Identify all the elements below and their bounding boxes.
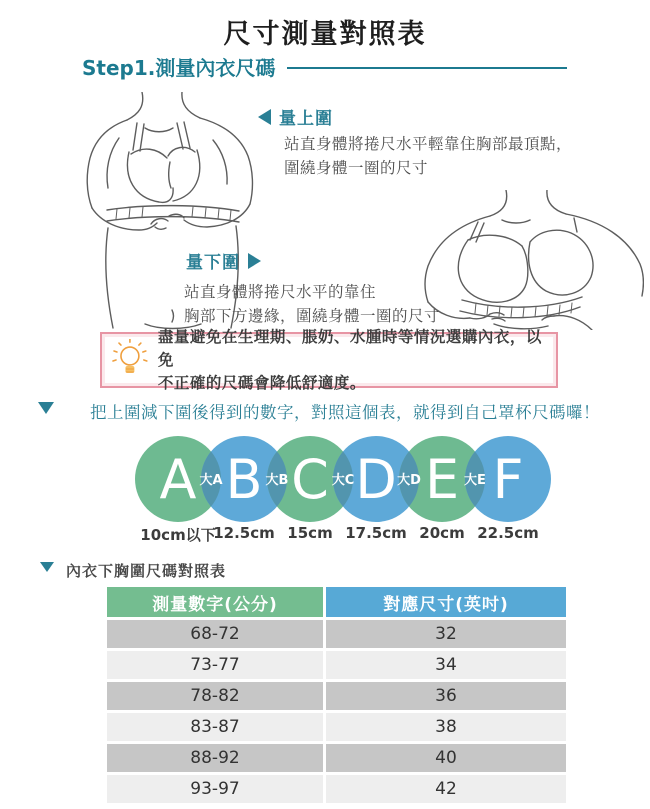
table-header-inch: 對應尺寸(英吋) [326, 587, 566, 617]
tip-line2: 不正確的尺碼會降低舒適度。 [157, 373, 366, 392]
cup-intro-text: 把上圍減下圍後得到的數字，對照這個表，就得到自己罩杯尺碼囉！ [90, 403, 600, 422]
cup-value-label: 15cm [287, 524, 333, 542]
lower-bust-desc [184, 280, 440, 328]
upper-bust-desc-line1: 站直身體將捲尺水平輕靠住胸部最頂點， [284, 135, 573, 153]
tip-box [100, 327, 558, 392]
upper-bust-desc [284, 132, 572, 180]
step1-heading: Step1.測量內衣尺碼 [82, 56, 276, 80]
table-cell: 88-92 [107, 744, 323, 772]
cup-value-label: 22.5cm [477, 524, 539, 542]
table-cell: 38 [326, 713, 566, 741]
cup-value-label: 10cm以下 [140, 526, 216, 544]
cup-letter: E [424, 448, 460, 511]
page-title: 尺寸測量對照表 [223, 19, 427, 50]
upper-bust-desc-line2: 圍繞身體一圈的尺寸 [284, 159, 429, 177]
table-cell: 34 [326, 651, 566, 679]
cup-letter: F [492, 448, 524, 511]
step1-heading-rule [287, 67, 567, 69]
cup-value-labels [0, 524, 650, 546]
lower-bust-label: 量下圍 [186, 253, 240, 273]
cup-between-label: 大A [199, 473, 223, 488]
cup-between-label: 大E [464, 473, 486, 488]
table-cell: 32 [326, 620, 566, 648]
cup-letter: B [225, 448, 263, 511]
cup-letter: A [159, 448, 197, 511]
cup-between-label: 大C [331, 473, 355, 488]
lower-bust-desc-line1: 站直身體將捲尺水平的靠住 [184, 283, 377, 301]
tip-line1: 盡量避免在生理期、脹奶、水腫時等情況選購內衣，以免 [157, 327, 542, 369]
cup-value-label: 17.5cm [345, 524, 407, 542]
cup-value-label: 20cm [419, 524, 465, 542]
upper-bust-label-row [258, 104, 333, 129]
cup-letter: D [355, 448, 397, 511]
table-cell: 83-87 [107, 713, 323, 741]
band-size-table [107, 587, 566, 803]
down-arrow-icon [38, 402, 54, 414]
table-cell: 40 [326, 744, 566, 772]
cup-between-label: 大D [397, 473, 421, 488]
table-cell: 42 [326, 775, 566, 803]
cup-letter: C [291, 448, 329, 511]
left-arrow-icon [258, 109, 271, 125]
down-arrow-icon [40, 562, 54, 572]
lower-bust-label-row [186, 248, 261, 273]
cup-between-label: 大B [265, 473, 289, 488]
table-cell: 36 [326, 682, 566, 710]
right-arrow-icon [248, 253, 261, 269]
lightbulb-icon [112, 339, 148, 381]
lower-bust-desc-line2: 胸部下方邊緣，圍繞身體一圈的尺寸 [184, 307, 441, 325]
upper-bust-label: 量上圍 [279, 109, 333, 129]
table-cell: 68-72 [107, 620, 323, 648]
table-cell: 78-82 [107, 682, 323, 710]
table-cell: 73-77 [107, 651, 323, 679]
lower-bust-illustration [406, 190, 644, 330]
table-header-cm: 測量數字(公分) [107, 587, 323, 617]
band-table-caption: 內衣下胸圍尺碼對照表 [66, 562, 227, 580]
tip-text [158, 326, 556, 395]
table-cell: 93-97 [107, 775, 323, 803]
cup-value-label: 12.5cm [213, 524, 275, 542]
cup-size-chart [135, 435, 553, 523]
